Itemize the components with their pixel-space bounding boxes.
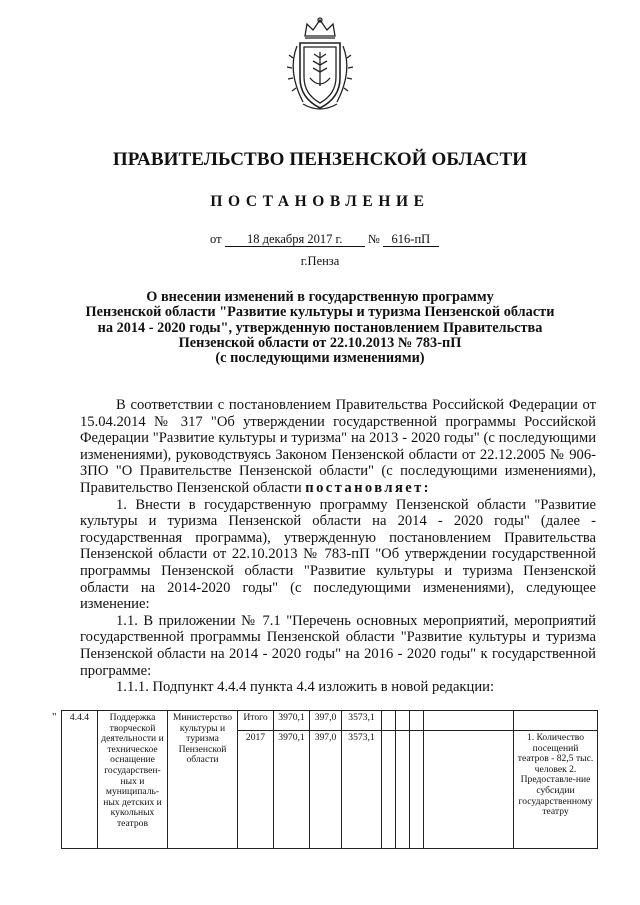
empty-cell xyxy=(410,711,424,731)
decree-heading: ПОСТАНОВЛЕНИЕ xyxy=(210,193,430,210)
total-cell: 3970,1 xyxy=(274,731,310,849)
total-cell: 3970,1 xyxy=(274,711,310,731)
empty-cell xyxy=(424,731,514,849)
date-prefix: от xyxy=(210,232,222,246)
decree-verb: постановляет: xyxy=(305,479,431,496)
empty-cell xyxy=(382,731,396,849)
paragraph: 1. Внести в государственную программу Пензенской области "Развитие культуры и туризма Пензенской области на 2014 - 2020 годы" (далее - государственная программа), утвержденную постановлением Правительства Пензенской области от 22.10.2013 № 783-пП "Об утверждении государственной программы Пензенской области "Развитие культуры и туризма Пензенской области на 2014-2020 годы" (с последующими изменениями), следующее изменение: xyxy=(80,496,596,613)
measure-name: Поддержка творческой деятельности и техническое оснащение государствен-ных и муниципаль-ных детских и кукольных театров xyxy=(98,711,168,849)
measure-code: 4.4.4 xyxy=(62,711,98,849)
decree-subject xyxy=(0,290,640,366)
empty-cell xyxy=(382,711,396,731)
number-prefix: № xyxy=(367,232,380,246)
paragraph xyxy=(80,397,596,497)
paragraph: 1.1.1. Подпункт 4.4.4 пункта 4.4 изложить в новой редакции: xyxy=(116,679,495,696)
value-cell: 397,0 xyxy=(310,731,342,849)
period-cell: Итого xyxy=(238,711,274,731)
empty-cell xyxy=(410,731,424,849)
government-title: ПРАВИТЕЛЬСТВО ПЕНЗЕНСКОЙ ОБЛАСТИ xyxy=(112,149,528,170)
decree-number: 616-пП xyxy=(383,232,439,247)
value-cell: 397,0 xyxy=(310,711,342,731)
empty-cell xyxy=(514,711,598,731)
empty-cell xyxy=(396,711,410,731)
subject-line: О внесении изменений в государственную программу xyxy=(146,289,494,305)
executor: Министерство культуры и туризма Пензенской области xyxy=(168,711,238,849)
empty-cell xyxy=(396,731,410,849)
date-line xyxy=(210,232,470,247)
empty-cell xyxy=(424,711,514,731)
value-cell: 3573,1 xyxy=(342,731,382,849)
city: г.Пенза xyxy=(300,254,340,268)
table-row xyxy=(62,711,598,731)
subject-line: на 2014 - 2020 годы", утвержденную постановлением Правительства xyxy=(97,319,543,336)
subject-line: (с последующими изменениями) xyxy=(215,350,425,367)
subject-line: Пензенской области от 22.10.2013 № 783-пП xyxy=(178,334,462,351)
penza-coat-of-arms-icon xyxy=(283,16,357,116)
open-quote: " xyxy=(52,711,57,723)
decree-date: 18 декабря 2017 г. xyxy=(225,232,365,247)
program-table xyxy=(61,710,598,849)
paragraph-text: В соответствии с постановлением Правительства Российской Федерации от 15.04.2014 № 317 "Об утверждении государственной программы Российской Федерации "Развитие культуры и туризма" на 2013 - 2020 годы" (с последующими изменениями), руководствуясь Законом Пензенской области от 22.12.2005 № 906-ЗПО "О Правительстве Пензенской области" (с последующими изменениями), Правительство Пензенской области xyxy=(80,397,596,496)
value-cell: 3573,1 xyxy=(342,711,382,731)
decree-body xyxy=(80,397,596,696)
subject-line: Пензенской области "Развитие культуры и туризма Пензенской области xyxy=(85,304,555,321)
period-cell: 2017 xyxy=(238,731,274,849)
paragraph: 1.1. В приложении № 7.1 "Перечень основных мероприятий, мероприятий государственной программы Пензенской области "Развитие культуры и туризма Пензенской области на 2014 - 2020 годы" на 2016 - 2020 годы" к государственной программе: xyxy=(80,612,596,679)
result-cell: 1. Количество посещений театров - 82,5 тыс. человек 2. Предоставле-ние субсидии государственному театру xyxy=(514,731,598,849)
